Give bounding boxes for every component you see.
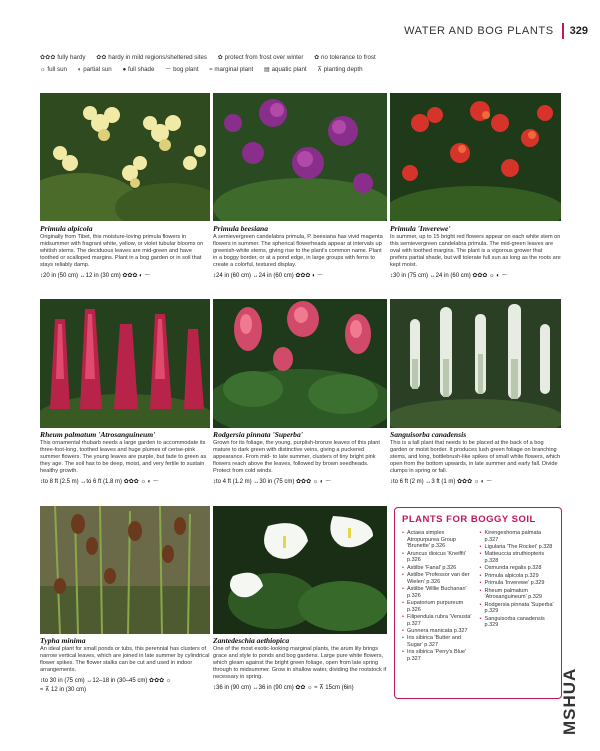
plant-description: Grown for its foliage, the young, purplish-bronze leaves of this plant mature to dark green with distinctive veins, giving a puckered appearance. From mid- to late summer, clusters of tiny bright pink flowers reach above the leaves, followed by brown seedheads. Protect from cold winds. — [213, 440, 380, 474]
plant-name: Primula 'Inverewe' — [390, 224, 451, 233]
plant-stats: ↕30 in (75 cm) ↔24 in (60 cm) ✿✿✿ ☼ ◐ 〜 — [390, 272, 508, 279]
entry-rodgersia-pinnata — [213, 430, 387, 486]
plant-name: Rheum palmatum 'Atrosanguineum' — [40, 430, 156, 439]
photo-typha-minima — [40, 506, 210, 634]
plant-name: Typha minima — [40, 636, 86, 645]
list-item: • Sanguisorba canadensis p.329 — [480, 616, 554, 629]
key-item: ✿✿ hardy in mild regions/sheltered sites — [96, 54, 208, 61]
plant-name: Zantedeschia aethiopica — [213, 636, 290, 645]
plant-stats: ↕36 in (90 cm) ↔36 in (90 cm) ✿✿ ☼ ≈ ⊼ 15cm (6in) — [213, 684, 354, 691]
page-number: 329 — [569, 25, 588, 37]
list-item: • Astilbe 'Fanal' p.326 — [402, 565, 476, 572]
photo-rodgersia-pinnata — [213, 299, 387, 428]
entry-primula-beesiana — [213, 224, 387, 280]
section-title: WATER AND BOG PLANTS — [404, 25, 554, 37]
entry-rheum-palmatum — [40, 430, 210, 486]
list-item: • Rodgersia pinnata 'Superba' p.329 — [480, 602, 554, 615]
key-item: ⊼ planting depth — [317, 66, 363, 73]
list-item: • Primula 'Inverewe' p.329 — [480, 580, 554, 587]
page-header — [404, 22, 600, 40]
boggy-box-title: PLANTS FOR BOGGY SOIL — [402, 514, 536, 525]
list-item: • Primula alpicola p.329 — [480, 573, 554, 580]
plant-stats-depth: ≈ ⊼ 12 in (30 cm) — [40, 686, 87, 693]
list-item: • Gunnera manicata p.327 — [402, 628, 476, 635]
photo-primula-inverewe — [390, 93, 561, 221]
key-item: ☼ full sun — [40, 66, 67, 73]
plant-description: Originally from Tibet, this moisture-loving primula flowers in midsummer with fragrant white, yellow, or violet tubular blooms on whitish stems. The deciduous leaves are mid-green and have toothed or scalloped margins. Plant in a bog garden or in soil that stays reliably damp. — [40, 234, 204, 268]
plant-description: This is a tall plant that needs to be placed at the back of a bog garden or moist border. It produces lush green foliage on branching stems, and long, bottlebrush-like spikes of small white flowers, which open from the bottom upwards, in late summer and early fall. Divide clumps in spring or fall. — [390, 440, 561, 474]
list-item: • Astilbe 'Professor van der Wielen' p.326 — [402, 572, 476, 585]
plants-for-boggy-soil-box — [394, 507, 562, 699]
plant-description: An ideal plant for small ponds or tubs, this perennial has clusters of narrow vertical leaves, which are joined in late summer by cylindrical flower spikes. The flower stalks can be cut and used in indoor arrangements. — [40, 646, 210, 673]
list-item: • Filipendula rubra 'Venusta' p.327 — [402, 614, 476, 627]
plant-description: This ornamental rhubarb needs a large garden to accommodate its three-foot-long, toothed leaves and huge plumes of cerise-pink summer flowers. The young leaves are purple, but fade to green as they age. The soil has to be deep, moist, and very fertile to sustain healthy growth. — [40, 440, 207, 474]
list-item: • Ligularia 'The Rocket' p.328 — [480, 544, 554, 551]
symbol-key — [40, 52, 560, 76]
key-item: 〜 bog plant — [165, 66, 199, 73]
boggy-list-right — [480, 530, 554, 663]
entry-sanguisorba-canadensis — [390, 430, 561, 486]
key-item: ▤ aquatic plant — [264, 66, 307, 73]
list-item: • Osmunda regalis p.328 — [480, 565, 554, 572]
plant-description: In summer, up to 15 bright red flowers appear on each white stem on this semievergreen candelabra primula. The mid-green leaves are oval with toothed margins. The plant is a vigorous grower that prefers partial shade, but will tolerate full sun as long as the roots are kept moist. — [390, 234, 561, 268]
list-item: • Matteuccia struthiopteris p.328 — [480, 551, 554, 564]
list-item: • Rheum palmatum 'Atrosanguineum' p.329 — [480, 588, 554, 601]
key-item: ● full shade — [122, 66, 155, 73]
key-line-conditions — [40, 64, 560, 76]
header-divider — [562, 23, 564, 39]
photo-primula-beesiana — [213, 93, 387, 221]
list-item: • Astilbe 'Willie Buchanan' p.326 — [402, 586, 476, 599]
plant-name: Rodgersia pinnata 'Superba' — [213, 430, 303, 439]
key-item: ≈ marginal plant — [209, 66, 254, 73]
plant-stats: ↕24 in (60 cm) ↔24 in (60 cm) ✿✿✿ ◐ 〜 — [213, 272, 324, 279]
photo-sanguisorba-canadensis — [390, 299, 561, 428]
list-item: • Aruncus dioicus 'Kneiffii' p.326 — [402, 551, 476, 564]
key-item: ✿ protect from frost over winter — [217, 54, 304, 61]
plant-name: Primula alpicola — [40, 224, 93, 233]
list-item: • Iris sibirica 'Perry's Blue' p.327 — [402, 649, 476, 662]
boggy-list-left — [402, 530, 476, 663]
list-item: • Kirengeshoma palmata p.327 — [480, 530, 554, 543]
list-item: • Iris sibirica 'Butter and Sugar' p.327 — [402, 635, 476, 648]
entry-typha-minima — [40, 636, 210, 694]
key-item: ◐ partial sun — [77, 66, 112, 73]
plant-stats: ↕20 in (50 cm) ↔12 in (30 cm) ✿✿✿ ◐ 〜 — [40, 272, 151, 279]
key-item: ✿ no tolerance to frost — [314, 54, 376, 61]
plant-stats: ↕to 4 ft (1.2 m) ↔30 in (75 cm) ✿✿✿ ☼ ◐ 〜 — [213, 478, 332, 485]
key-line-hardiness — [40, 52, 560, 64]
key-item: ✿✿✿ fully hardy — [40, 54, 86, 61]
entry-zantedeschia-aethiopica — [213, 636, 387, 692]
watermark-text: MSHUA — [560, 667, 579, 735]
list-item: • Eupatorium purpureum p.326 — [402, 600, 476, 613]
plant-name: Primula beesiana — [213, 224, 269, 233]
plant-description: A semievergreen candelabra primula, P. beesiana has vivid magenta flowers in summer. The spherical flowerheads appear at intervals up greenish-white stems, giving rise to the plant's common name. Plant in a boggy border, or at a pond edge, in large groups with ferns to create a colorful, textured display. — [213, 234, 383, 268]
plant-stats: ↕to 30 in (75 cm) ↔12–18 in (30–45 cm) ✿✿✿ ☼ — [40, 677, 172, 684]
entry-primula-alpicola — [40, 224, 210, 280]
photo-zantedeschia-aethiopica — [213, 506, 387, 634]
plant-stats: ↕to 6 ft (2 m) ↔3 ft (1 m) ✿✿✿ ☼ ◐ 〜 — [390, 478, 493, 485]
plant-name: Sanguisorba canadensis — [390, 430, 467, 439]
plant-stats: ↕to 8 ft (2.5 m) ↔to 6 ft (1.8 m) ✿✿✿ ☼ ◐ 〜 — [40, 478, 159, 485]
photo-primula-alpicola — [40, 93, 210, 221]
list-item: • Actaea simplex Atropurpurea Group 'Brunette' p.326 — [402, 530, 476, 550]
plant-description: One of the most exotic-looking marginal plants, the arum lily brings grace and style to ponds and bog gardens. Large pure white flowers, which gleam against the bright green foliage, open from late spring through to midsummer. Grow in shallow water, dividing the rootstock if necessary in spring. — [213, 646, 387, 680]
entry-primula-inverewe — [390, 224, 561, 280]
photo-rheum-palmatum — [40, 299, 210, 428]
